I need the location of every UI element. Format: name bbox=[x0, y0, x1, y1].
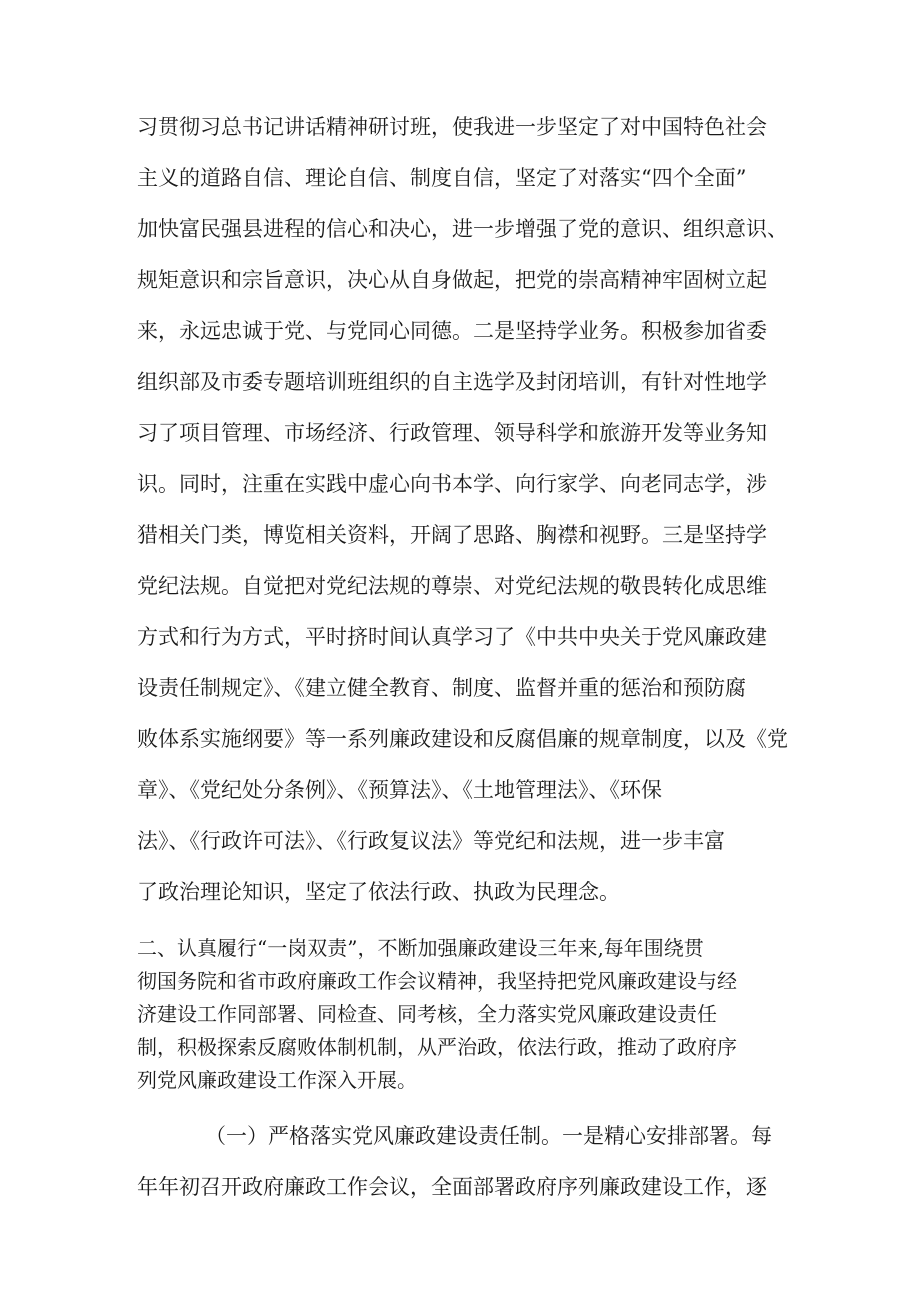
text-line: 彻国务院和省市政府廉政工作会议精神，我坚持把党风廉政建设与经 bbox=[137, 969, 737, 993]
text-line: 识。同时，注重在实践中虚心向书本学、向行家学、向老同志学，涉 bbox=[137, 472, 767, 496]
text-line: 了政治理论知识，坚定了依法行政、执政为民理念。 bbox=[137, 880, 620, 904]
text-line: 二、认真履行“一岗双责”，不断加强廉政建设三年来,每年围绕贯 bbox=[137, 936, 704, 960]
text-line: 年年初召开政府廉政工作会议，全面部署政府序列廉政建设工作，逐 bbox=[137, 1175, 767, 1199]
text-line: 规矩意识和宗旨意识，决心从自身做起，把党的崇高精神牢固树立起 bbox=[137, 268, 767, 292]
text-line: 方式和行为方式，平时挤时间认真学习了《中共中央关于党风廉政建 bbox=[137, 625, 767, 649]
text-line: 习贯彻习总书记讲话精神研讨班，使我进一步坚定了对中国特色社会 bbox=[137, 115, 767, 139]
text-line: 法》、《行政许可法》、《行政复议法》等党纪和法规，进一步丰富 bbox=[137, 829, 725, 853]
text-line: 列党风廉政建设工作深入开展。 bbox=[137, 1068, 417, 1092]
text-line: 章》、《党纪处分条例》、《预算法》、《土地管理法》、《环保 bbox=[137, 778, 662, 802]
text-line: 主义的道路自信、理论自信、制度自信，坚定了对落实“四个全面” bbox=[137, 166, 747, 190]
text-line: 党纪法规。自觉把对党纪法规的尊崇、对党纪法规的敬畏转化成思维 bbox=[137, 574, 767, 598]
text-line: 组织部及市委专题培训班组织的自主选学及封闭培训，有针对性地学 bbox=[137, 370, 767, 394]
text-line: 猎相关门类，博览相关资料，开阔了思路、胸襟和视野。三是坚持学 bbox=[137, 523, 767, 547]
text-line: 来，永远忠诚于党、与党同心同德。二是坚持学业务。积极参加省委 bbox=[137, 319, 767, 343]
text-line: 济建设工作同部署、同检查、同考核，全力落实党风廉政建设责任 bbox=[137, 1002, 717, 1026]
text-line: 加快富民强县进程的信心和决心，进一步增强了党的意识、组织意识、 bbox=[137, 217, 788, 241]
text-line: 败体系实施纲要》等一系列廉政建设和反腐倡廉的规章制度，以及《党 bbox=[137, 727, 788, 751]
text-line: 设责任制规定》、《建立健全教育、制度、监督并重的惩治和预防腐 bbox=[137, 676, 746, 700]
text-line: 习了项目管理、市场经济、行政管理、领导科学和旅游开发等业务知 bbox=[137, 421, 767, 445]
text-line: （一）严格落实党风廉政建设责任制。一是精心安排部署。每 bbox=[205, 1124, 772, 1148]
text-line: 制，积极探索反腐败体制机制，从严治政，依法行政，推动了政府序 bbox=[137, 1035, 737, 1059]
